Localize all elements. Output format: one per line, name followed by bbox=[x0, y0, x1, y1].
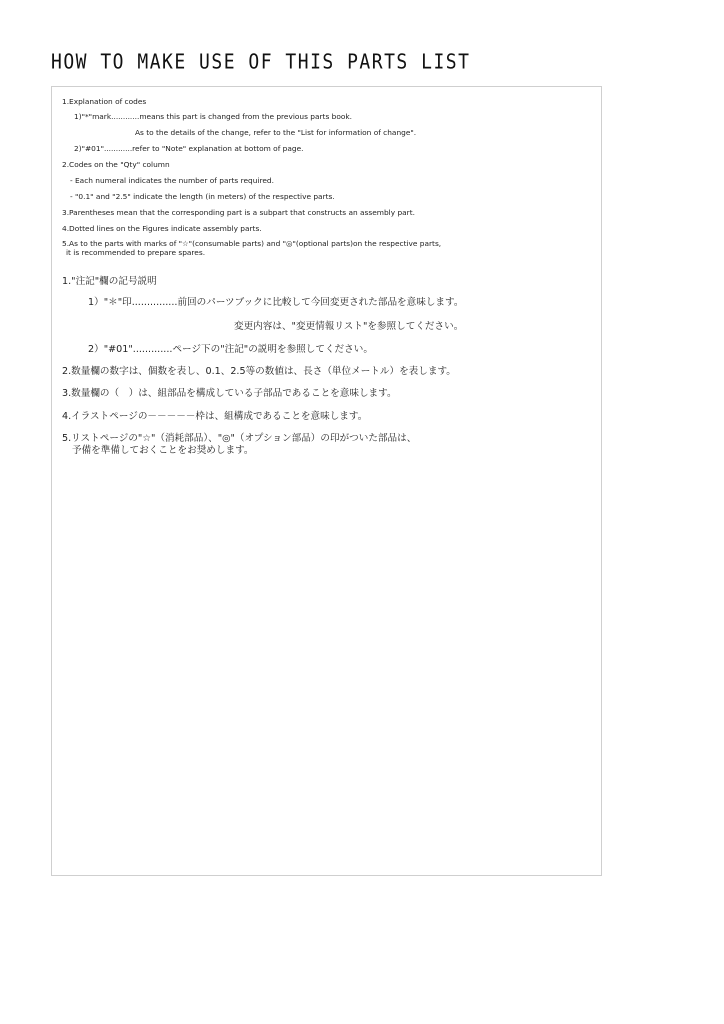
japanese-line-2: 1）"＊"印...............前回のパーツブックに比較して今回変更された部品を意味します。 bbox=[88, 297, 464, 308]
english-line-3: As to the details of the change, refer to the "List for information of change". bbox=[135, 128, 417, 137]
english-line-2: 1)"*"mark............means this part is changed from the previous parts book. bbox=[74, 112, 353, 121]
english-line-6: - Each numeral indicates the number of parts required. bbox=[70, 176, 274, 185]
english-line-5: 2.Codes on the "Qty" column bbox=[62, 160, 170, 169]
content-frame bbox=[51, 86, 602, 876]
japanese-line-7: 4.イラストページの－－－－－枠は、組構成であることを意味します。 bbox=[62, 411, 368, 422]
japanese-line-6: 3.数量欄の（ ）は、組部品を構成している子部品であることを意味します。 bbox=[62, 388, 397, 399]
english-line-7: - "0.1" and "2.5" indicate the length (in meters) of the respective parts. bbox=[70, 192, 335, 201]
english-line-8: 3.Parentheses mean that the corresponding part is a subpart that constructs an assembly part. bbox=[62, 208, 415, 217]
japanese-line-8: 5.リストページの"☆"（消耗部品）、"◎"（オプション部品）の印がついた部品は、 bbox=[62, 433, 417, 444]
japanese-line-3: 変更内容は、"変更情報リスト"を参照してください。 bbox=[234, 321, 464, 332]
japanese-line-5: 2.数量欄の数字は、個数を表し、0.1、2.5等の数値は、長さ（単位メートル）を表します。 bbox=[62, 366, 456, 377]
english-line-11: it is recommended to prepare spares. bbox=[66, 248, 206, 257]
english-line-1: 1.Explanation of codes bbox=[62, 97, 147, 106]
english-line-4: 2)"#01"............refer to "Note" explanation at bottom of page. bbox=[74, 144, 304, 153]
page-title: HOW TO MAKE USE OF THIS PARTS LIST bbox=[51, 50, 471, 75]
english-line-10: 5.As to the parts with marks of "☆"(consumable parts) and "◎"(optional parts)on the respective parts, bbox=[62, 239, 442, 248]
japanese-line-1: 1."注記"欄の記号説明 bbox=[62, 276, 157, 287]
japanese-line-9: 予備を準備しておくことをお奨めします。 bbox=[72, 445, 254, 456]
english-line-9: 4.Dotted lines on the Figures indicate assembly parts. bbox=[62, 224, 262, 233]
japanese-line-4: 2）"#01".............ページ下の"注記"の説明を参照してください。 bbox=[88, 344, 373, 355]
